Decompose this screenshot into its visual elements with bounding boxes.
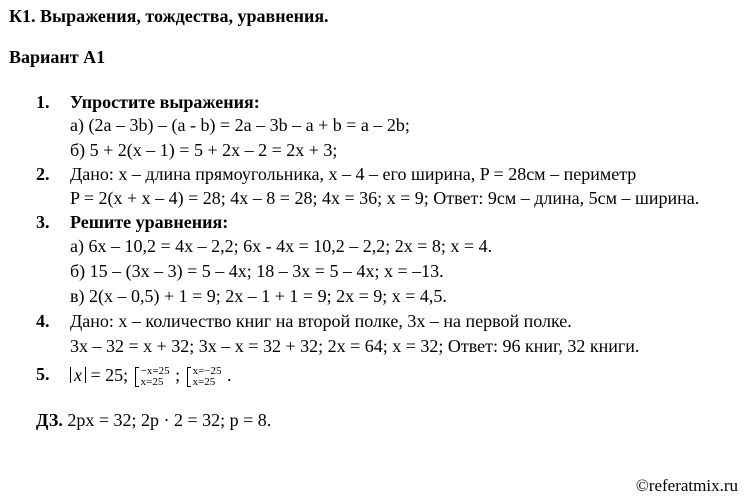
item-number-2: 2. <box>36 164 50 184</box>
item-3-line-b: б) 15 – (3x – 3) = 5 – 4x; 18 – 3x = 5 – 4x; x = –13. <box>70 261 444 281</box>
homework-text: 2px = 32; 2p · 2 = 32; p = 8. <box>67 410 272 430</box>
item-1-line-a: а) (2a – 3b) – (a - b) = 2a – 3b – a + b = a – 2b; <box>70 115 410 135</box>
homework-label: ДЗ. <box>36 410 63 430</box>
system-1-row-2: x=25 <box>140 375 164 388</box>
equation-system-2 <box>186 366 222 388</box>
item-4-line-1: Дано: x – количество книг на второй полке, 3x – на первой полке. <box>70 311 572 331</box>
item-3-heading: Решите уравнения: <box>70 212 229 232</box>
item-number-5: 5. <box>36 364 50 384</box>
item-3-line-c: в) 2(x – 0,5) + 1 = 9; 2x – 1 + 1 = 9; 2x = 9; x = 4,5. <box>70 286 447 306</box>
item-5-line <box>70 362 232 388</box>
item-1-line-b: б) 5 + 2(x – 1) = 5 + 2x – 2 = 2x + 3; <box>70 140 338 160</box>
item-2-line-1: Дано: x – длина прямоугольника, x – 4 – его ширина, P = 28см – периметр <box>70 164 637 184</box>
document-title: К1. Выражения, тождества, уравнения. <box>9 6 329 26</box>
absolute-value: x <box>70 367 86 383</box>
item-2-line-2: P = 2(x + x – 4) = 28; 4x – 8 = 28; 4x = 36; x = 9; Ответ: 9см – длина, 5см – ширина. <box>70 188 700 208</box>
item-5-equals: = 25; <box>90 365 129 385</box>
item-number-4: 4. <box>36 311 50 331</box>
item-number-1: 1. <box>36 92 50 112</box>
item-number-3: 3. <box>36 212 50 232</box>
item-5-separator: ; <box>175 365 181 385</box>
item-3-line-a: а) 6x – 10,2 = 4x – 2,2; 6x - 4x = 10,2 – 2,2; 2x = 8; x = 4. <box>70 236 493 256</box>
copyright-text: ©referatmix.ru <box>635 476 738 495</box>
system-2-row-1: x=−25 <box>192 364 222 377</box>
system-1-row-1: −x=25 <box>140 364 170 377</box>
item-1-heading: Упростите выражения: <box>70 92 260 112</box>
item-4-line-2: 3x – 32 = x + 32; 3x – x = 32 + 32; 2x = 64; x = 32; Ответ: 96 книг, 32 книги. <box>70 336 640 356</box>
equation-system-1 <box>134 366 170 388</box>
variant-heading: Вариант А1 <box>9 47 106 67</box>
homework-line <box>36 410 271 430</box>
system-2-row-2: x=25 <box>192 375 216 388</box>
item-5-end: . <box>227 365 232 385</box>
